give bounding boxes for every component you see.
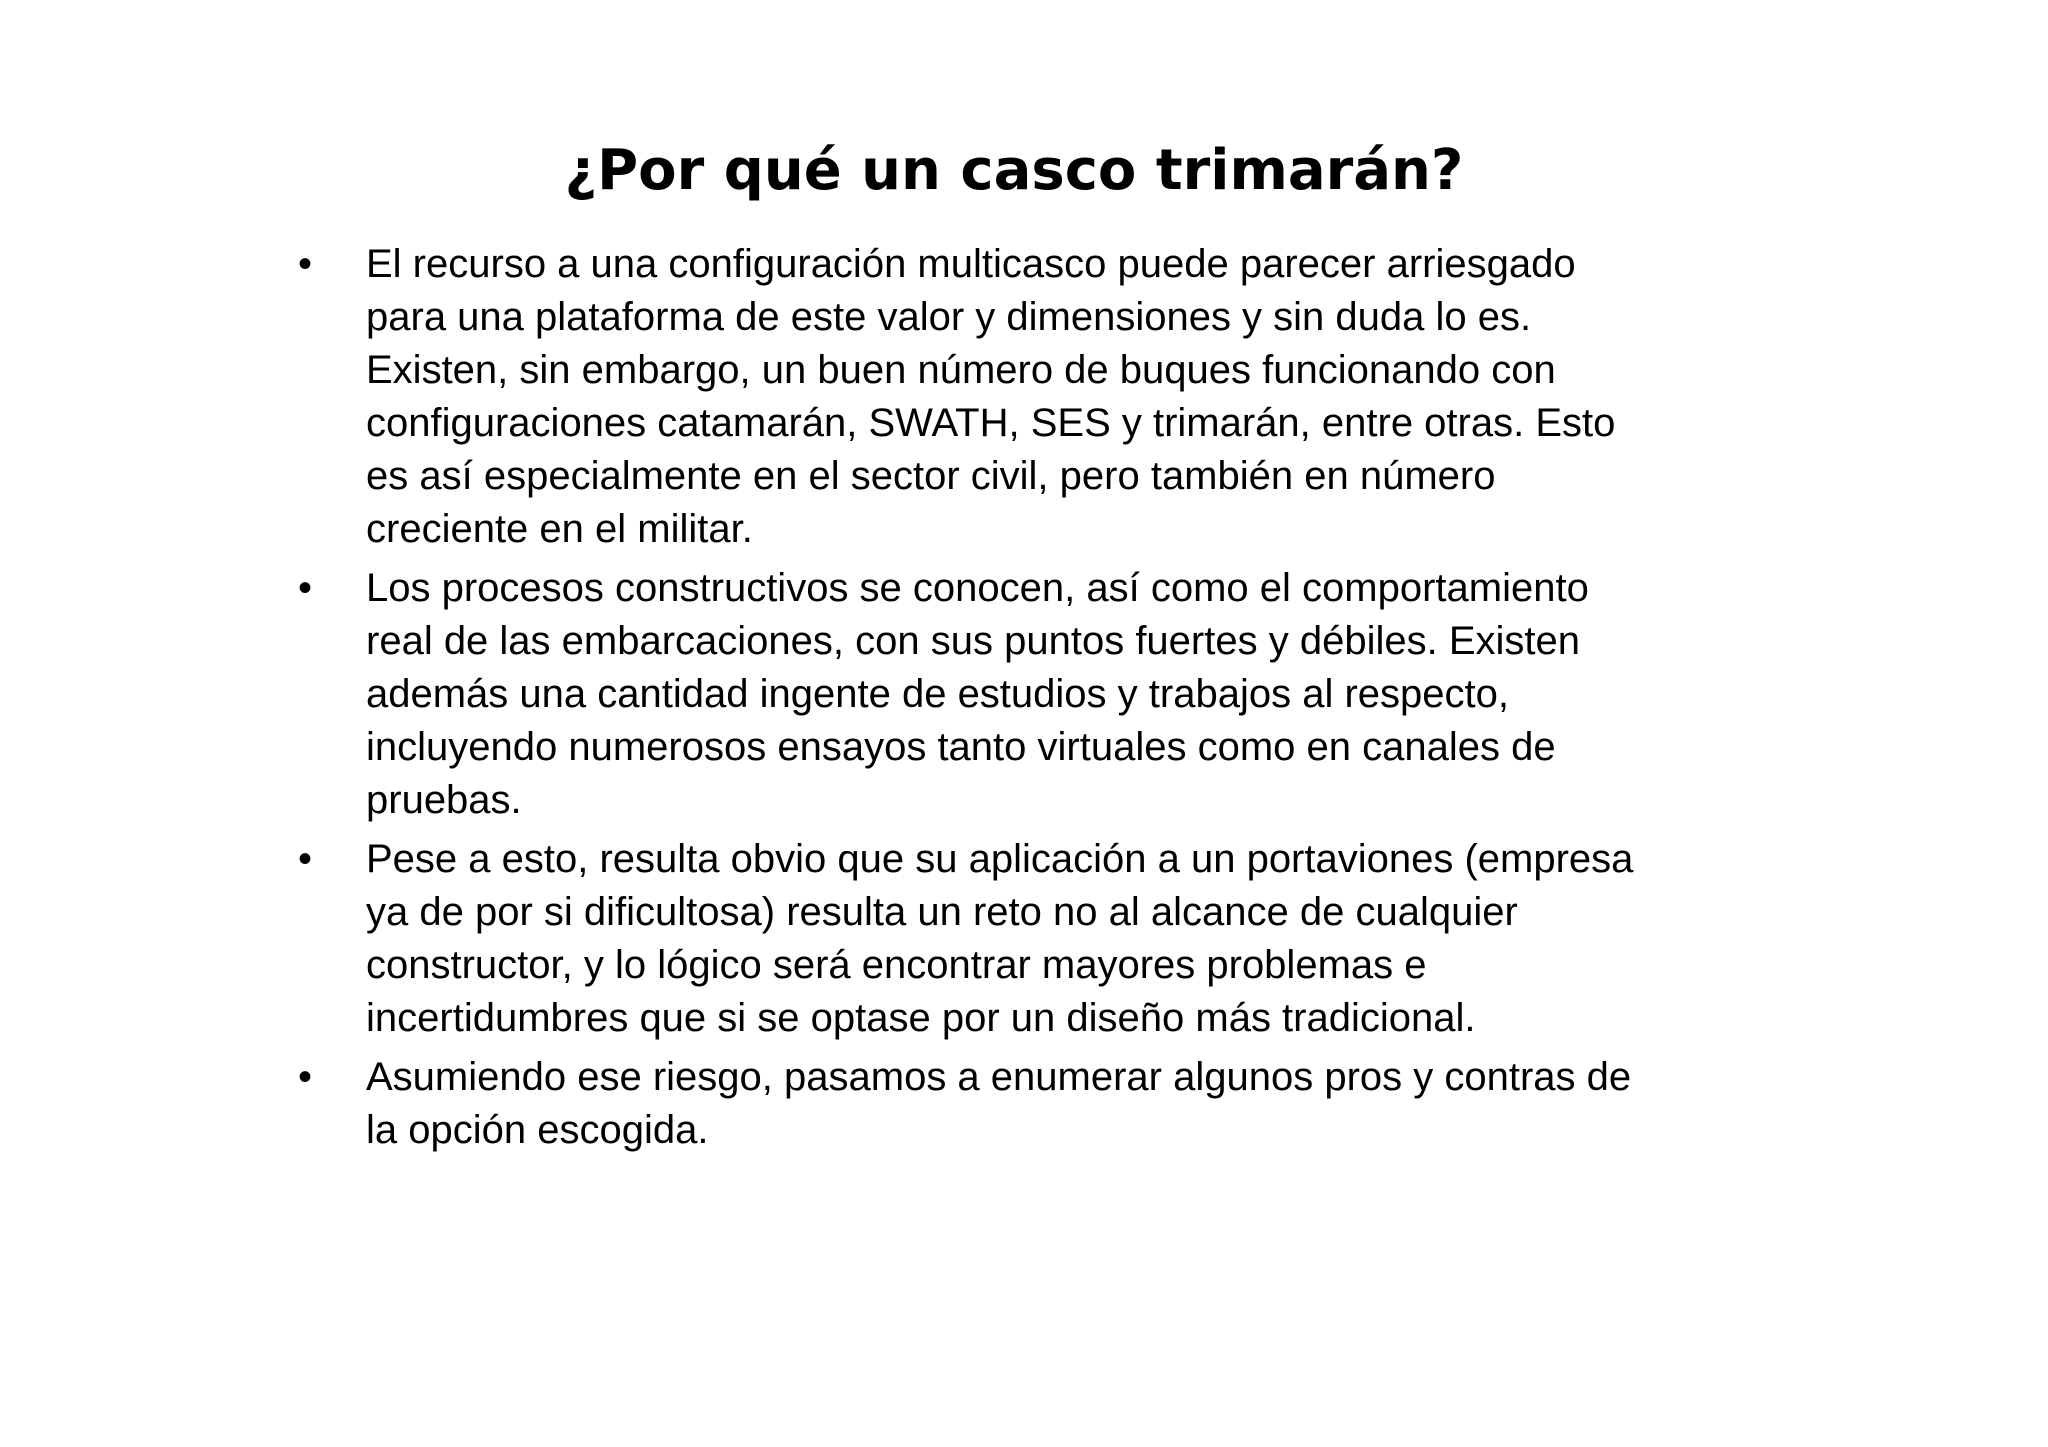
bullet-marker: • [298, 566, 313, 610]
text-line: Pese a esto, resulta obvio que su aplicación a un portaviones (empresa [366, 837, 1634, 881]
bullet-item [0, 562, 2048, 827]
bullet-text [366, 1051, 1786, 1157]
bullet-marker: • [298, 1055, 313, 1099]
text-line: El recurso a una configuración multicasco puede parecer arriesgado [366, 242, 1576, 286]
text-line: ya de por si dificultosa) resulta un reto no al alcance de cualquier [366, 890, 1518, 934]
text-line: Los procesos constructivos se conocen, así como el comportamiento [366, 566, 1589, 610]
text-line: configuraciones catamarán, SWATH, SES y trimarán, entre otras. Esto [366, 401, 1616, 445]
text-line: además una cantidad ingente de estudios y trabajos al respecto, [366, 672, 1509, 716]
text-line: incluyendo numerosos ensayos tanto virtuales como en canales de [366, 725, 1556, 769]
bullet-item [0, 1051, 2048, 1157]
bullet-text [366, 238, 1786, 556]
bullet-text [366, 833, 1786, 1045]
text-line: Existen, sin embargo, un buen número de buques funcionando con [366, 348, 1556, 392]
bullet-item [0, 238, 2048, 556]
text-line: real de las embarcaciones, con sus puntos fuertes y débiles. Existen [366, 619, 1580, 663]
text-line: para una plataforma de este valor y dimensiones y sin duda lo es. [366, 295, 1532, 339]
text-line: la opción escogida. [366, 1108, 709, 1152]
bullet-list [0, 238, 2048, 1163]
text-line: es así especialmente en el sector civil, pero también en número [366, 454, 1496, 498]
text-line: incertidumbres que si se optase por un diseño más tradicional. [366, 996, 1476, 1040]
bullet-item [0, 833, 2048, 1045]
text-line: creciente en el militar. [366, 507, 753, 551]
text-line: Asumiendo ese riesgo, pasamos a enumerar algunos pros y contras de [366, 1055, 1632, 1099]
slide-title: ¿Por qué un casco trimarán? [564, 138, 1464, 203]
bullet-marker: • [298, 242, 313, 286]
text-line: constructor, y lo lógico será encontrar mayores problemas e [366, 943, 1427, 987]
bullet-marker: • [298, 837, 313, 881]
bullet-text [366, 562, 1786, 827]
text-line: pruebas. [366, 778, 522, 822]
